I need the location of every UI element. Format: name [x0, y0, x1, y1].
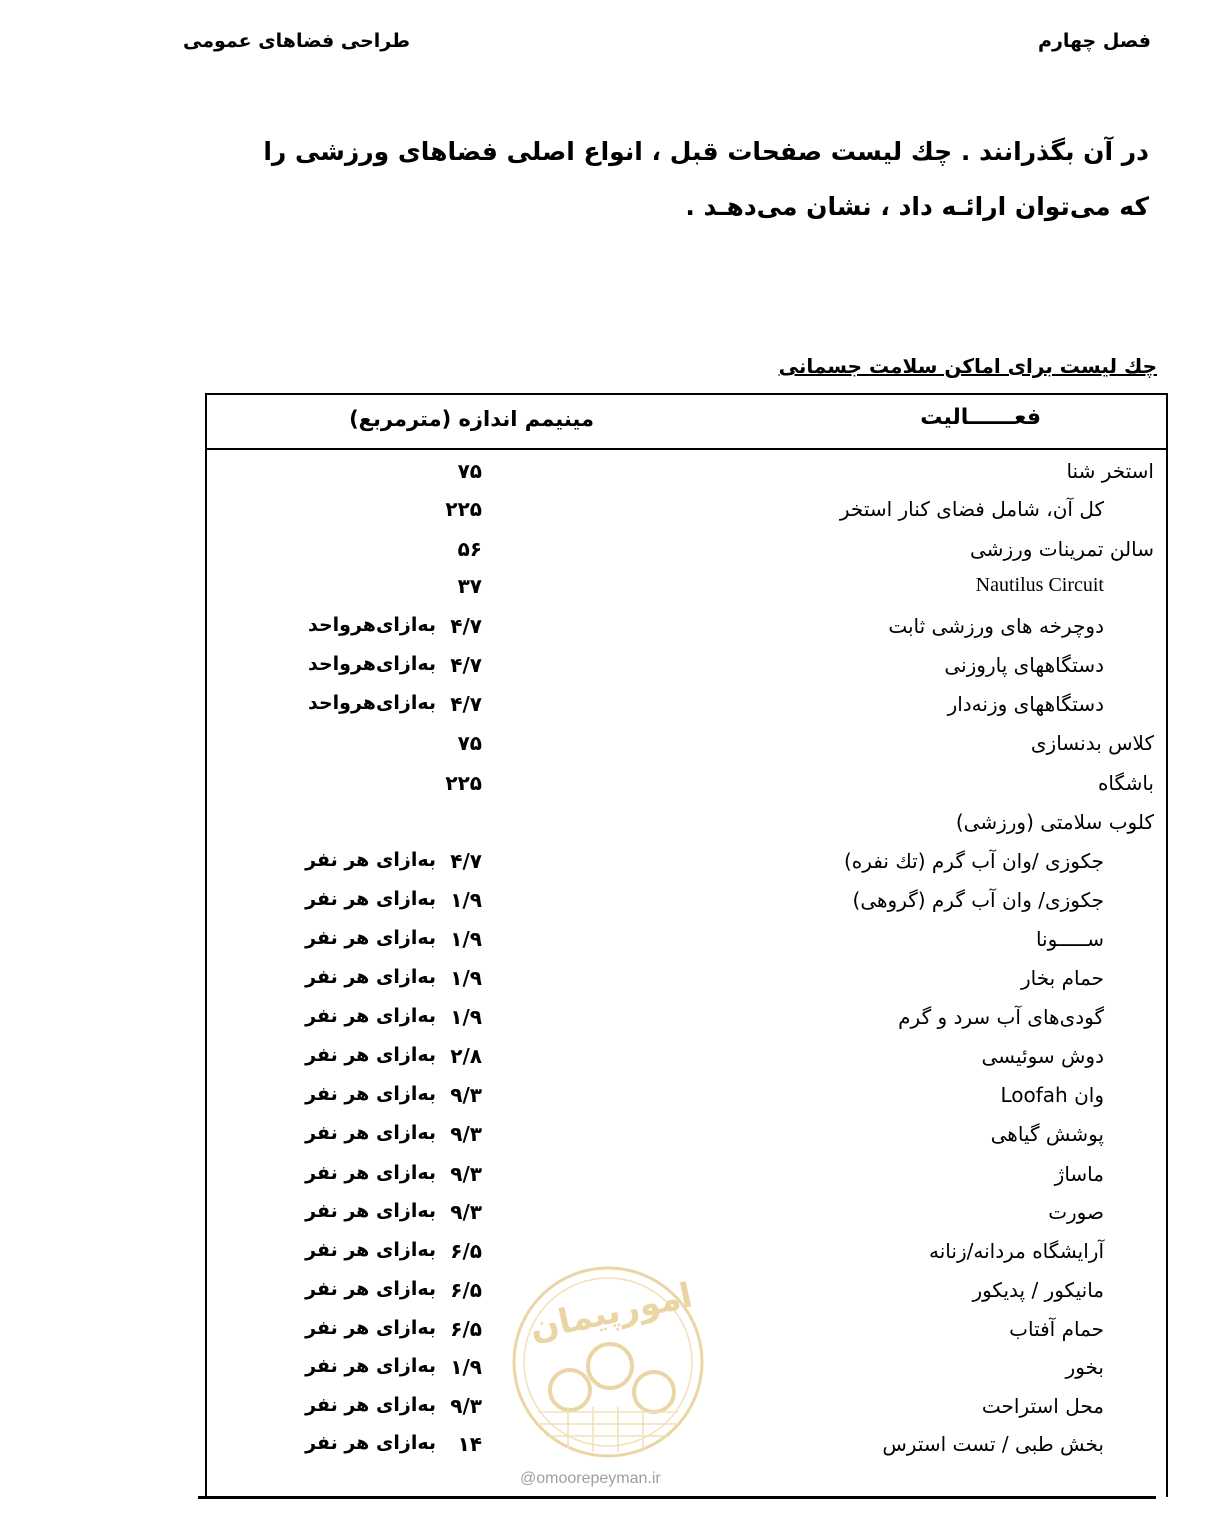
activity-cell: حمام بخار: [1021, 966, 1104, 990]
unit-label: به‌ازای هر نفر: [305, 1317, 436, 1339]
watermark-logo: [508, 1262, 708, 1462]
table-row: [205, 1079, 1164, 1117]
min-size-value: ۹/۳: [450, 1394, 482, 1418]
min-size-value: ۱۴: [457, 1432, 482, 1456]
unit-label: به‌ازای هر نفر: [305, 1239, 436, 1261]
table-caption: چك لیست برای اماکن سلامت جسمانی: [778, 354, 1157, 378]
activity-cell: محل استراحت: [981, 1394, 1104, 1418]
unit-label: به‌ازای هر نفر: [305, 1200, 436, 1222]
unit-label: به‌ازای هر نفر: [305, 1162, 436, 1184]
activity-cell: آرایشگاه مردانه/زنانه: [929, 1239, 1104, 1263]
activity-cell: کل آن، شامل فضای کنار استخر: [839, 497, 1104, 521]
min-size-value: ۶/۵: [450, 1317, 482, 1341]
table-row: [205, 688, 1164, 726]
table-row: [205, 1040, 1164, 1078]
activity-cell: وان Loofah: [1000, 1083, 1104, 1107]
min-size-value: ۱/۹: [450, 888, 482, 912]
min-size-value: ۱/۹: [450, 927, 482, 951]
table-row: [205, 455, 1164, 493]
activity-cell: مانیکور / پدیکور: [972, 1278, 1104, 1302]
activity-cell: باشگاه: [1097, 771, 1154, 795]
activity-cell: دستگاههای پاروزنی: [944, 653, 1104, 677]
min-size-value: ۴/۷: [450, 692, 482, 716]
min-size-value: ۳۷: [457, 574, 482, 598]
activity-cell: دستگاههای وزنه‌دار: [947, 692, 1104, 716]
activity-cell: ماساژ: [1054, 1162, 1104, 1186]
unit-label: به‌ازای‌هر‌واحد: [307, 692, 436, 714]
activity-cell: گودی‌های آب سرد و گرم: [898, 1005, 1104, 1029]
min-size-value: ۲/۸: [450, 1044, 482, 1068]
activity-cell: کلوب سلامتی (ورزشی): [955, 810, 1154, 834]
table-row: [205, 884, 1164, 922]
unit-label: به‌ازای‌هر‌واحد: [307, 653, 436, 675]
table-row: [205, 610, 1164, 648]
intro-paragraph: [169, 124, 1149, 234]
min-size-value: ۱/۹: [450, 1005, 482, 1029]
min-size-value: ۶/۵: [450, 1278, 482, 1302]
activity-cell: ســـــونا: [1035, 927, 1104, 951]
min-size-value: ۹/۳: [450, 1162, 482, 1186]
min-size-value: ۱/۹: [450, 966, 482, 990]
unit-label: به‌ازای هر نفر: [305, 1122, 436, 1144]
table-row: [205, 962, 1164, 1000]
activity-cell: سالن تمرینات ورزشی: [970, 537, 1154, 561]
unit-label: به‌ازای هر نفر: [305, 1278, 436, 1300]
table-row: [205, 649, 1164, 687]
unit-label: به‌ازای هر نفر: [305, 1394, 436, 1416]
table-row: [205, 1118, 1164, 1156]
watermark-url: @omoorepeyman.ir: [520, 1470, 661, 1487]
min-size-value: ۵۶: [457, 537, 482, 561]
unit-label: به‌ازای هر نفر: [305, 1432, 436, 1454]
activity-cell: جکوزی /وان آب گرم (تك نفره): [843, 849, 1104, 873]
min-size-value: ۶/۵: [450, 1239, 482, 1263]
table-row: [205, 806, 1164, 844]
activity-cell: صورت: [1048, 1200, 1104, 1224]
min-size-value: ۴/۷: [450, 614, 482, 638]
unit-label: به‌ازای هر نفر: [305, 966, 436, 988]
table-row: [205, 1196, 1164, 1234]
unit-label: به‌ازای هر نفر: [305, 1044, 436, 1066]
activity-cell: دوش سوئیسی: [981, 1044, 1104, 1068]
min-size-value: ۹/۳: [450, 1083, 482, 1107]
min-size-value: ۱/۹: [450, 1355, 482, 1379]
activity-cell: دوچرخه های ورزشی ثابت: [888, 614, 1104, 638]
svg-text:امورپیمان: امورپیمان: [526, 1275, 696, 1349]
intro-line-1: در آن بگذرانند . چك لیست صفحات قبل ، انواع اصلی فضاهای ورزشی را: [263, 137, 1149, 166]
book-title: طراحی فضاهای عمومی: [183, 30, 411, 52]
unit-label: به‌ازای هر نفر: [305, 927, 436, 949]
table-bottom-rule: [198, 1496, 1156, 1499]
unit-label: به‌ازای هر نفر: [305, 1083, 436, 1105]
table-row: [205, 727, 1164, 765]
activity-cell: جکوزی/ وان آب گرم (گروهی): [852, 888, 1104, 912]
min-size-value: ۲۲۵: [445, 771, 482, 795]
activity-cell: حمام آفتاب: [1009, 1317, 1104, 1341]
activity-cell: بخور: [1065, 1355, 1104, 1379]
table-row: [205, 533, 1164, 571]
table-row: [205, 767, 1164, 805]
min-size-value: ۷۵: [457, 731, 482, 755]
table-header: [207, 393, 1166, 450]
column-header-activity: فعــــــالیت: [920, 405, 1041, 430]
table-row: [205, 493, 1164, 531]
min-size-value: ۷۵: [457, 459, 482, 483]
table-row: [205, 1158, 1164, 1196]
min-size-value: ۹/۳: [450, 1200, 482, 1224]
intro-line-2: که می‌توان ارائـه داد ، نشان می‌دهـد .: [685, 192, 1149, 221]
table-row: [205, 570, 1164, 608]
activity-cell: کلاس بدنسازی: [1030, 731, 1154, 755]
table-row: [205, 845, 1164, 883]
min-size-value: ۴/۷: [450, 653, 482, 677]
chapter-label: فصل چهارم: [1038, 30, 1151, 52]
min-size-value: ۹/۳: [450, 1122, 482, 1146]
table-row: [205, 1001, 1164, 1039]
column-header-min-size: مینیمم اندازه (مترمربع): [349, 407, 594, 431]
activity-cell: استخر شنا: [1066, 459, 1154, 483]
min-size-value: ۲۲۵: [445, 497, 482, 521]
unit-label: به‌ازای‌هر‌واحد: [307, 614, 436, 636]
unit-label: به‌ازای هر نفر: [305, 849, 436, 871]
activity-cell: پوشش گیاهی: [990, 1122, 1104, 1146]
activity-cell: بخش طبی / تست استرس: [882, 1432, 1104, 1456]
unit-label: به‌ازای هر نفر: [305, 888, 436, 910]
table-row: [205, 923, 1164, 961]
unit-label: به‌ازای هر نفر: [305, 1355, 436, 1377]
activity-cell: Nautilus Circuit: [975, 574, 1104, 596]
unit-label: به‌ازای هر نفر: [305, 1005, 436, 1027]
min-size-value: ۴/۷: [450, 849, 482, 873]
